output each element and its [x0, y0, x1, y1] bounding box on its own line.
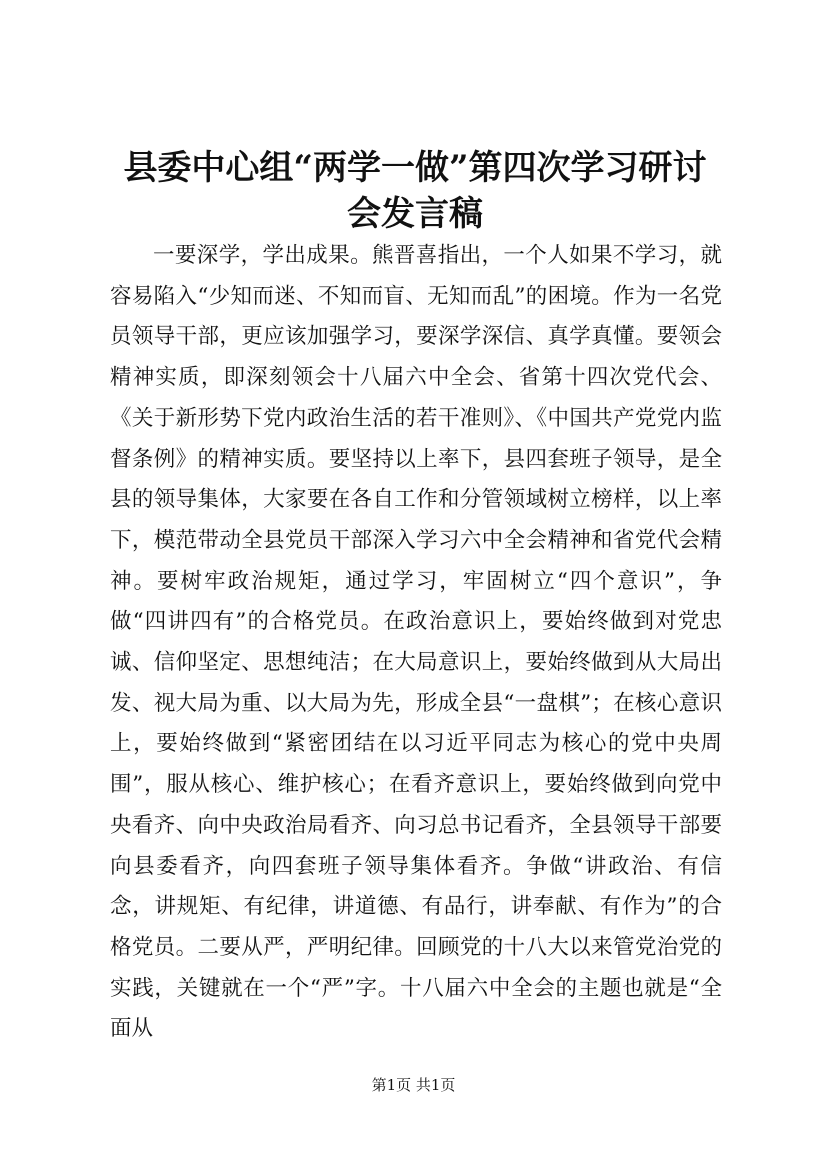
document-body-paragraph: 一要深学，学出成果。熊晋喜指出，一个人如果不学习，就容易陷入“少知而迷、不知而盲、无知而乱”的困境。作为一名党员领导干部，更应该加强学习，要深学深信、真学真懂。要领会精神实质，即深刻领会十八届六中全会、省第十四次党代会、《关于新形势下党内政治生活的若干准则》、《中国共产党党内监督条例》的精神实质。要坚持以上率下，县四套班子领导，是全县的领导集体，大家要在各自工作和分管领域树立榜样，以上率下，模范带动全县党员干部深入学习六中全会精神和省党代会精神。要树牢政治规矩，通过学习，牢固树立“四个意识”，争做“四讲四有”的合格党员。在政治意识上，要始终做到对党忠诚、信仰坚定、思想纯洁；在大局意识上，要始终做到从大局出发、视大局为重、以大局为先，形成全县“一盘棋”；在核心意识上，要始终做到“紧密团结在以习近平同志为核心的党中央周围”，服从核心、维护核心；在看齐意识上，要始终做到向党中央看齐、向中央政治局看齐、向习总书记看齐，全县领导干部要向县委看齐，向四套班子领导集体看齐。争做“讲政治、有信念，讲规矩、有纪律，讲道德、有品行，讲奉献、有作为”的合格党员。二要从严，严明纪律。回顾党的十八大以来管党治党的实践，关键就在一个“严”字。十八届六中全会的主题也就是“全面从 — [110, 243, 722, 1042]
page-footer: 第1页 共1页 — [371, 1076, 456, 1094]
document-title: 县委中心组“两学一做”第四次学习研讨会发言稿 — [123, 148, 707, 234]
